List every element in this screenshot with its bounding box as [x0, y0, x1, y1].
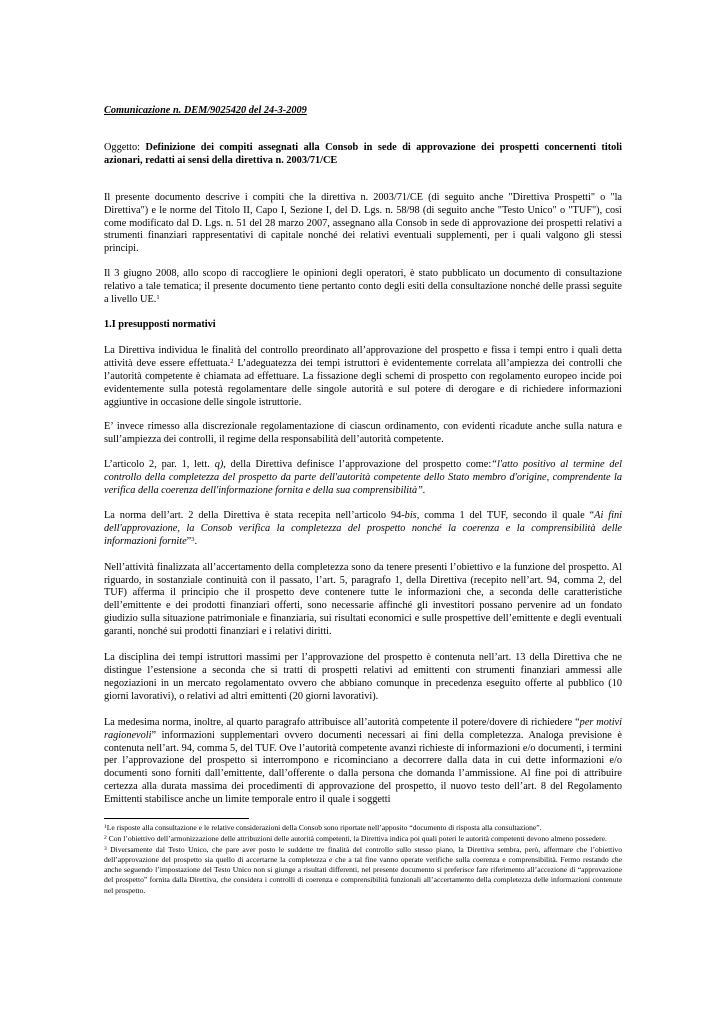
- section-paragraph-4: La norma dell’art. 2 della Direttiva è stata recepita nell’articolo 94-bis, comma 1 del TUF, secondo il quale “Ai fini dell'approvazione, la Consob verifica la completezza del prospetto nonché la coerenza e la comprensibilità delle informazioni fornite”$^3$.: [104, 509, 622, 547]
- section-paragraph-3: L’articolo 2, par. 1, lett. q), della Direttiva definisce l’approvazione del prospetto come:“l'atto positivo al termine del controllo della completezza del prospetto da parte dell'autorità competente dello Stato membro d'origine, comprendente la verifica della coerenza dell'informazione fornita e della sua comprensibilità”.: [104, 459, 622, 497]
- footnote-ref: 1: [156, 294, 160, 302]
- tuf-quote: Ai fini dell'approvazione, la Consob verifica la completezza del prospetto nonché la coerenza e la comprensibilità delle informazioni fornite: [104, 509, 622, 547]
- footnote-separator: [104, 818, 249, 819]
- definition-quote: “l'atto positivo al termine del controllo della completezza del prospetto da parte dell'autorità competente dello Stato membro d'origine, comprendente la verifica della coerenza dell'informazione fornita e della sua comprensibilità”.: [104, 459, 622, 497]
- subject-line: [104, 142, 622, 168]
- section-paragraph-2: E’ invece rimesso alla discrezionale regolamentazione di ciascun ordinamento, con evidenti ricadute anche sulla natura e sull’ampiezza dei controlli, il regime della responsabilità dell’autorità competente.: [104, 421, 622, 446]
- footnote-2: $^2$ Con l’obiettivo dell’armonizzazione delle attribuzioni delle autorità competenti, la Direttiva indica poi quali poteri le autorità competenti devono almeno possedere.: [104, 834, 607, 844]
- section-paragraph-1: La Direttiva individua le finalità del controllo preordinato all’approvazione del prospetto e fissa i tempi entro i quali detta attività deve essere effettuata.$^2$ L’adeguatezza dei tempi istruttori è evidentemente correlata all’ampiezza dei controlli che l’autorità competente è chiamata ad effettuare. La fissazione degli schemi di prospetto con regolamento europeo incide poi evidentemente sulla potestà regolamentare delle singole autorità e sul potere di derogare e di richiedere informazioni aggiuntive in occasione delle singole istruttorie.: [104, 344, 622, 408]
- section-paragraph-5: Nell’attività finalizzata all’accertamento della completezza sono da tenere presenti l’obiettivo e la funzione del prospetto. Al riguardo, in sostanziale continuità con il passato, l’art. 5, paragrafo 1, della Direttiva (recepito nell’art. 94, comma 2, del TUF) afferma il principio che il prospetto deve contenere tutte le informazioni che, a seconda delle caratteristiche dell’emittente e dei prodotti finanziari offerti, sono necessarie affinché gli investitori possano pervenire ad un fondato giudizio sulla situazione patrimoniale e finanziaria, sui risultati economici e sulle prospettive dell’emittente e degli eventuali garanti, nonché sui prodotti finanziari e i relativi diritti.: [104, 561, 622, 638]
- document-title: Comunicazione n. DEM/9025420 del 24-3-2009: [104, 105, 307, 116]
- footnote-ref: 3: [191, 535, 195, 543]
- document-body: [104, 105, 622, 807]
- footnotes: [104, 823, 622, 897]
- intro-paragraph-2: Il 3 giugno 2008, allo scopo di raccogliere le opinioni degli operatori, è stato pubblicato un documento di consultazione relativo a tale tematica; il presente documento tiene pertanto conto degli esiti della consultazione nonché delle prassi seguite a livello UE.$^1$: [104, 268, 622, 306]
- footnote-3: $^3$ Diversamente dal Testo Unico, che pare aver posto le suddette tre finalità del controllo sullo stesso piano, la Direttiva sembra, però, affermare che l’obiettivo dell’approvazione del prospetto sia quello di accertarne la completezza e che a tal fine vanno operate verifiche sulla coerenza e comprensibilità. Fermo restando che anche seguendo l’impostazione del Testo Unico non si giunge a risultati differenti, nel presente documento si preferisce fare riferimento all’accezione di “approvazione del prospetto” fornita dalla Direttiva, che considera i controlli di coerenza e comprensibilità funzionali all’accertamento della completezza delle informazioni contenute nel prospetto.: [104, 845, 622, 895]
- intro-paragraph-1: Il presente documento descrive i compiti che la direttiva n. 2003/71/CE (di seguito anche "Direttiva Prospetti" o "la Direttiva") e le norme del Titolo II, Capo I, Sezione I, del D. Lgs. n. 58/98 (di seguito anche "Testo Unico" o "TUF"), così come modificato dal D. Lgs. n. 51 del 28 marzo 2007, assegnano alla Consob in sede di approvazione dei prospetti relativi a strumenti finanziari rappresentativi di capitale nonché dei relativi eventuali supplementi, per i quali valgono gli stessi principi.: [104, 191, 622, 255]
- section-paragraph-6: La disciplina dei tempi istruttori massimi per l’approvazione del prospetto è contenuta nell’art. 13 della Direttiva che ne distingue l’estensione a seconda che si tratti di prospetti relativi ad emittenti con strumenti finanziari ammessi alle negoziazioni in un mercato regolamentato ovvero che abbiano comunque in precedenza eseguito offerte al pubblico (10 giorni lavorativi), o relativi ad altri emittenti (20 giorni lavorativi).: [104, 652, 622, 702]
- subject-label: Oggetto:: [104, 141, 141, 153]
- section-paragraph-7: La medesima norma, inoltre, al quarto paragrafo attribuisce all’autorità competente il potere/dovere di richiedere “per motivi ragionevoli” informazioni supplementari ovvero documenti necessari ai fini della completezza. Analoga previsione è contenuta nell’art. 94, comma 5, del TUF. Ove l’autorità competente avanzi richieste di informazioni e/o documenti, i termini per l’approvazione del prospetto si interrompono e ricominciano a decorrere dalla data in cui dette informazioni e/o documenti sono forniti dall’emittente, dall’offerente o dalla persona che domanda l’ammissione. Al fine poi di attribuire certezza alla durata massima dei procedimenti di approvazione del prospetto, il nuovo testo dell’art. 8 del Regolamento Emittenti stabilisce anche un limite temporale entro il quale i soggetti: [104, 716, 622, 806]
- footnote-1: $^1$Le risposte alla consultazione e le relative considerazioni della Consob sono riportate nell’apposito “documento di risposta alla consultazione”.: [104, 823, 542, 832]
- subject-text: Definizione dei compiti assegnati alla Consob in sede di approvazione dei prospetti concernenti titoli azionari, redatti ai sensi della direttiva n. 2003/71/CE: [104, 141, 622, 166]
- footnote-ref: 2: [230, 357, 234, 365]
- section-heading: 1.I presupposti normativi: [104, 318, 216, 330]
